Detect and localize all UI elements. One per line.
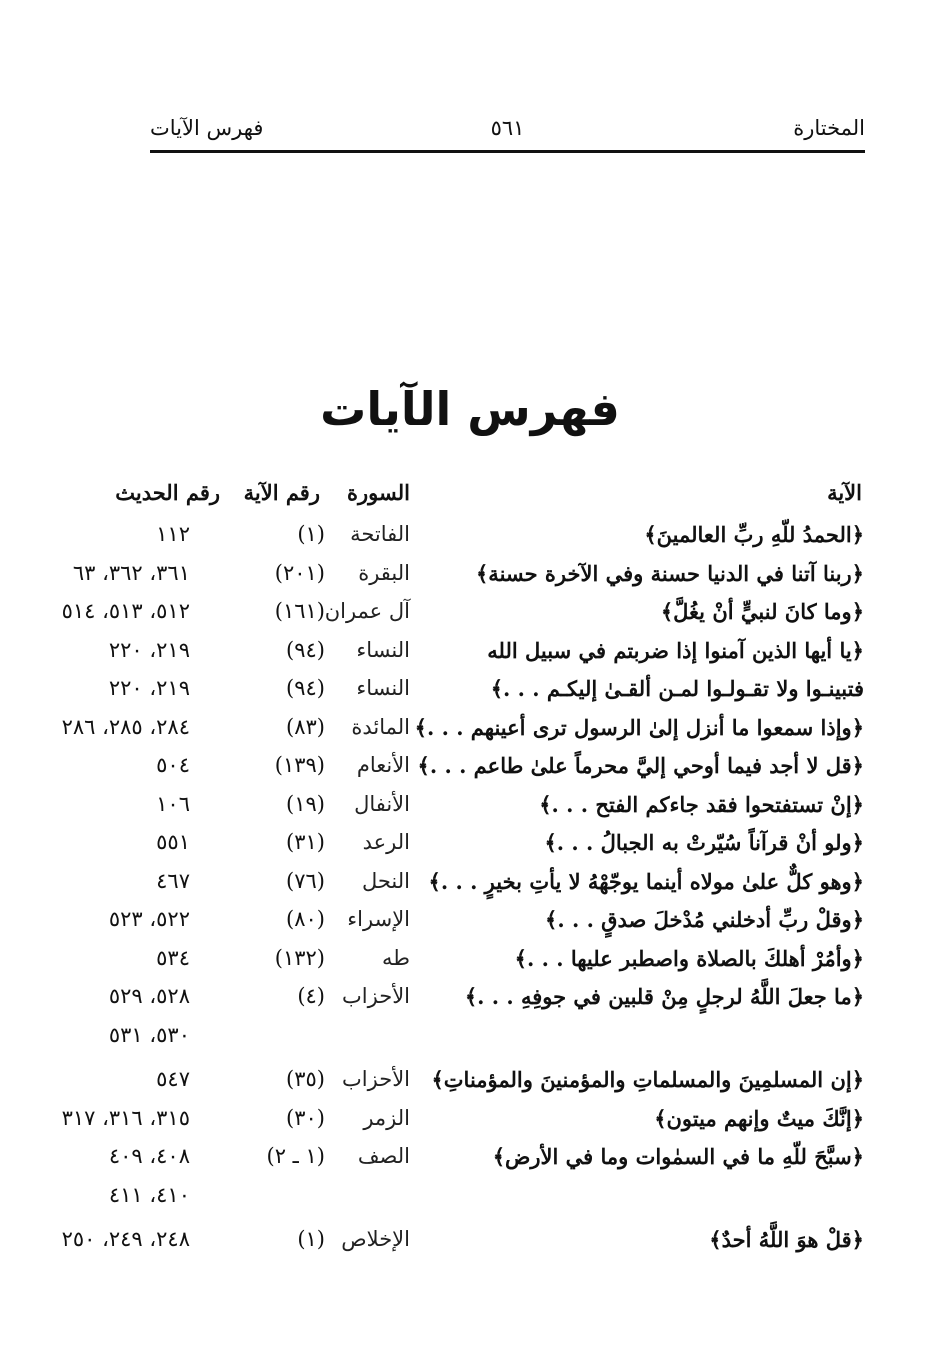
surah-name: النحل xyxy=(361,868,410,893)
hadith-numbers: ٤١٠، ٤١١ xyxy=(108,1182,190,1207)
hadith-numbers: ٢١٩، ٢٢٠ xyxy=(108,676,190,700)
hadith-numbers: ٥٣٠، ٥٣١ xyxy=(108,1022,190,1047)
ayah-number: (١) xyxy=(297,522,325,546)
ayah-text: ﴿وما كانَ لنبيٍّ أنْ يغُلَّ﴾ xyxy=(660,599,864,624)
ayah-number: (٢٠١) xyxy=(274,560,325,585)
surah-name: المائدة xyxy=(351,714,410,739)
surah-name: الإخلاص xyxy=(341,1227,410,1251)
hadith-numbers: ٥٢٢، ٥٢٣ xyxy=(108,907,190,931)
ayah-text: ﴿وهو كلٌّ علىٰ مولاه أينما يوجّهْهُ لا يأتِ بخيرٍ . . .﴾ xyxy=(428,868,864,894)
page-number: ٥٦١ xyxy=(490,116,525,140)
hadith-numbers: ٥١٢، ٥١٣، ٥١٤ xyxy=(61,599,190,623)
ayah-text: ﴿يا أيها الذين آمنوا إذا ضربتم في سبيل الله xyxy=(487,637,864,663)
surah-name: النساء xyxy=(356,676,410,700)
table-row xyxy=(0,711,940,750)
ayah-text: فتبينـوا ولا تقـولـوا لمـن ألقـىٰ إليكـم . . .﴾ xyxy=(490,676,864,701)
surah-name: البقرة xyxy=(358,560,410,585)
ayah-number: (١٦١) xyxy=(274,599,325,623)
hadith-numbers: ٣١٥، ٣١٦، ٣١٧ xyxy=(61,1105,190,1130)
ayah-number: (٩٤) xyxy=(286,676,325,700)
column-ayah-number: رقم الآية xyxy=(243,480,320,505)
table-row xyxy=(0,595,940,634)
surah-name: الأحزاب xyxy=(342,984,410,1008)
surah-name: الرعد xyxy=(362,830,410,854)
surah-name: الأنعام xyxy=(356,753,410,777)
ayah-number: (٩٤) xyxy=(286,637,325,662)
hadith-numbers: ٥٣٤ xyxy=(156,945,190,970)
ayah-number: (٣١) xyxy=(286,830,325,854)
table-row xyxy=(0,518,940,557)
running-header xyxy=(150,112,865,153)
surah-name: طه xyxy=(382,945,410,970)
table-row xyxy=(0,1102,940,1141)
table-row xyxy=(0,1063,940,1102)
surah-name: الإسراء xyxy=(347,907,410,931)
ayah-number: (١٣٩) xyxy=(274,753,325,777)
hadith-numbers: ٥٠٤ xyxy=(156,753,190,777)
hadith-numbers: ٢٨٤، ٢٨٥، ٢٨٦ xyxy=(61,714,190,739)
hadith-numbers: ٥٥١ xyxy=(156,830,190,854)
index-title: فهرس الآيات xyxy=(320,382,620,436)
ayah-text: ﴿سبَّحَ للّهِ ما في السمٰوات وما في الأرض﴾ xyxy=(492,1144,864,1169)
table-row xyxy=(0,1140,940,1179)
hadith-numbers: ٢١٩، ٢٢٠ xyxy=(108,637,190,662)
ayah-text: ﴿ما جعلَ اللَّهُ لرجلٍ مِنْ قلبين في جوفِهِ . . .﴾ xyxy=(464,984,864,1009)
table-row xyxy=(0,1223,940,1262)
surah-name: الصف xyxy=(357,1144,410,1168)
table-row xyxy=(0,980,940,1019)
table-row xyxy=(0,903,940,942)
column-headers xyxy=(0,480,940,516)
ayah-text: ﴿ربنا آتنا في الدنيا حسنة وفي الآخرة حسنة﴾ xyxy=(476,560,864,586)
column-hadith-number: رقم الحديث xyxy=(115,480,220,505)
table-row xyxy=(0,557,940,596)
hadith-numbers: ١١٢ xyxy=(156,522,190,546)
ayah-text: ﴿إنَّكَ ميتٌ وإنهم ميتون﴾ xyxy=(654,1105,864,1131)
ayah-text: ﴿قلْ هوَ اللَّهُ أحدٌ﴾ xyxy=(709,1227,864,1252)
surah-name: آل عمران xyxy=(324,599,410,623)
surah-name: الأنفال xyxy=(354,791,410,816)
book-title: المختارة xyxy=(793,116,865,140)
table-row xyxy=(0,672,940,711)
hadith-numbers: ٣٦١، ٣٦٢، ٦٣ xyxy=(72,560,190,585)
hadith-numbers: ٢٤٨، ٢٤٩، ٢٥٠ xyxy=(61,1227,190,1251)
ayah-number: (١ ـ ٢) xyxy=(266,1144,325,1168)
table-row xyxy=(0,826,940,865)
ayah-text: ﴿قل لا أجد فيما أوحي إليَّ محرماً علىٰ طاعم . . .﴾ xyxy=(417,753,864,778)
column-ayah: الآية xyxy=(827,480,862,505)
ayah-number: (٣٥) xyxy=(286,1067,325,1091)
ayah-text: ﴿وقلْ ربِّ أدخلني مُدْخلَ صدقٍ . . .﴾ xyxy=(545,907,864,932)
ayah-number: (٨٠) xyxy=(286,907,325,931)
hadith-numbers: ٥٤٧ xyxy=(156,1067,190,1091)
table-row xyxy=(0,865,940,904)
surah-name: الزمر xyxy=(363,1105,410,1130)
ayah-number: (١٣٢) xyxy=(274,945,325,970)
table-row xyxy=(0,1019,940,1058)
ayah-number: (١) xyxy=(297,1227,325,1251)
ayah-number: (٤) xyxy=(297,984,325,1008)
ayah-number: (١٩) xyxy=(286,791,325,816)
ayah-number: (٨٣) xyxy=(286,714,325,739)
table-row xyxy=(0,1179,940,1218)
surah-name: النساء xyxy=(356,637,410,662)
hadith-numbers: ١٠٦ xyxy=(156,791,190,816)
hadith-numbers: ٤٠٨، ٤٠٩ xyxy=(108,1144,190,1168)
ayah-text: ﴿وأمُرْ أهلكَ بالصلاة واصطبر عليها . . .﴾ xyxy=(514,945,864,971)
table-row xyxy=(0,634,940,673)
table-row xyxy=(0,942,940,981)
table-row xyxy=(0,749,940,788)
ayah-text: ﴿إنْ تستفتحوا فقد جاءكم الفتح . . .﴾ xyxy=(539,791,864,817)
surah-name: الأحزاب xyxy=(342,1067,410,1091)
hadith-numbers: ٥٢٨، ٥٢٩ xyxy=(108,984,190,1008)
column-surah: السورة xyxy=(347,480,410,505)
ayah-text: ﴿وإذا سمعوا ما أنزل إلىٰ الرسول ترى أعينهم . . .﴾ xyxy=(414,714,864,740)
hadith-numbers: ٤٦٧ xyxy=(156,868,190,893)
ayah-text: ﴿إن المسلمِينَ والمسلماتِ والمؤمنينَ والمؤمناتِ﴾ xyxy=(431,1067,864,1092)
section-title: فهرس الآيات xyxy=(150,116,264,140)
ayah-text: ﴿الحمدُ للّهِ ربِّ العالمينَ﴾ xyxy=(644,522,864,547)
surah-name: الفاتحة xyxy=(350,522,410,546)
ayah-number: (٣٠) xyxy=(286,1105,325,1130)
table-row xyxy=(0,788,940,827)
ayah-number: (٧٦) xyxy=(286,868,325,893)
ayah-text: ﴿ولو أنْ قرآناً سُيّرتْ به الجبالُ . . .﴾ xyxy=(544,830,864,855)
index-table xyxy=(0,518,940,1262)
